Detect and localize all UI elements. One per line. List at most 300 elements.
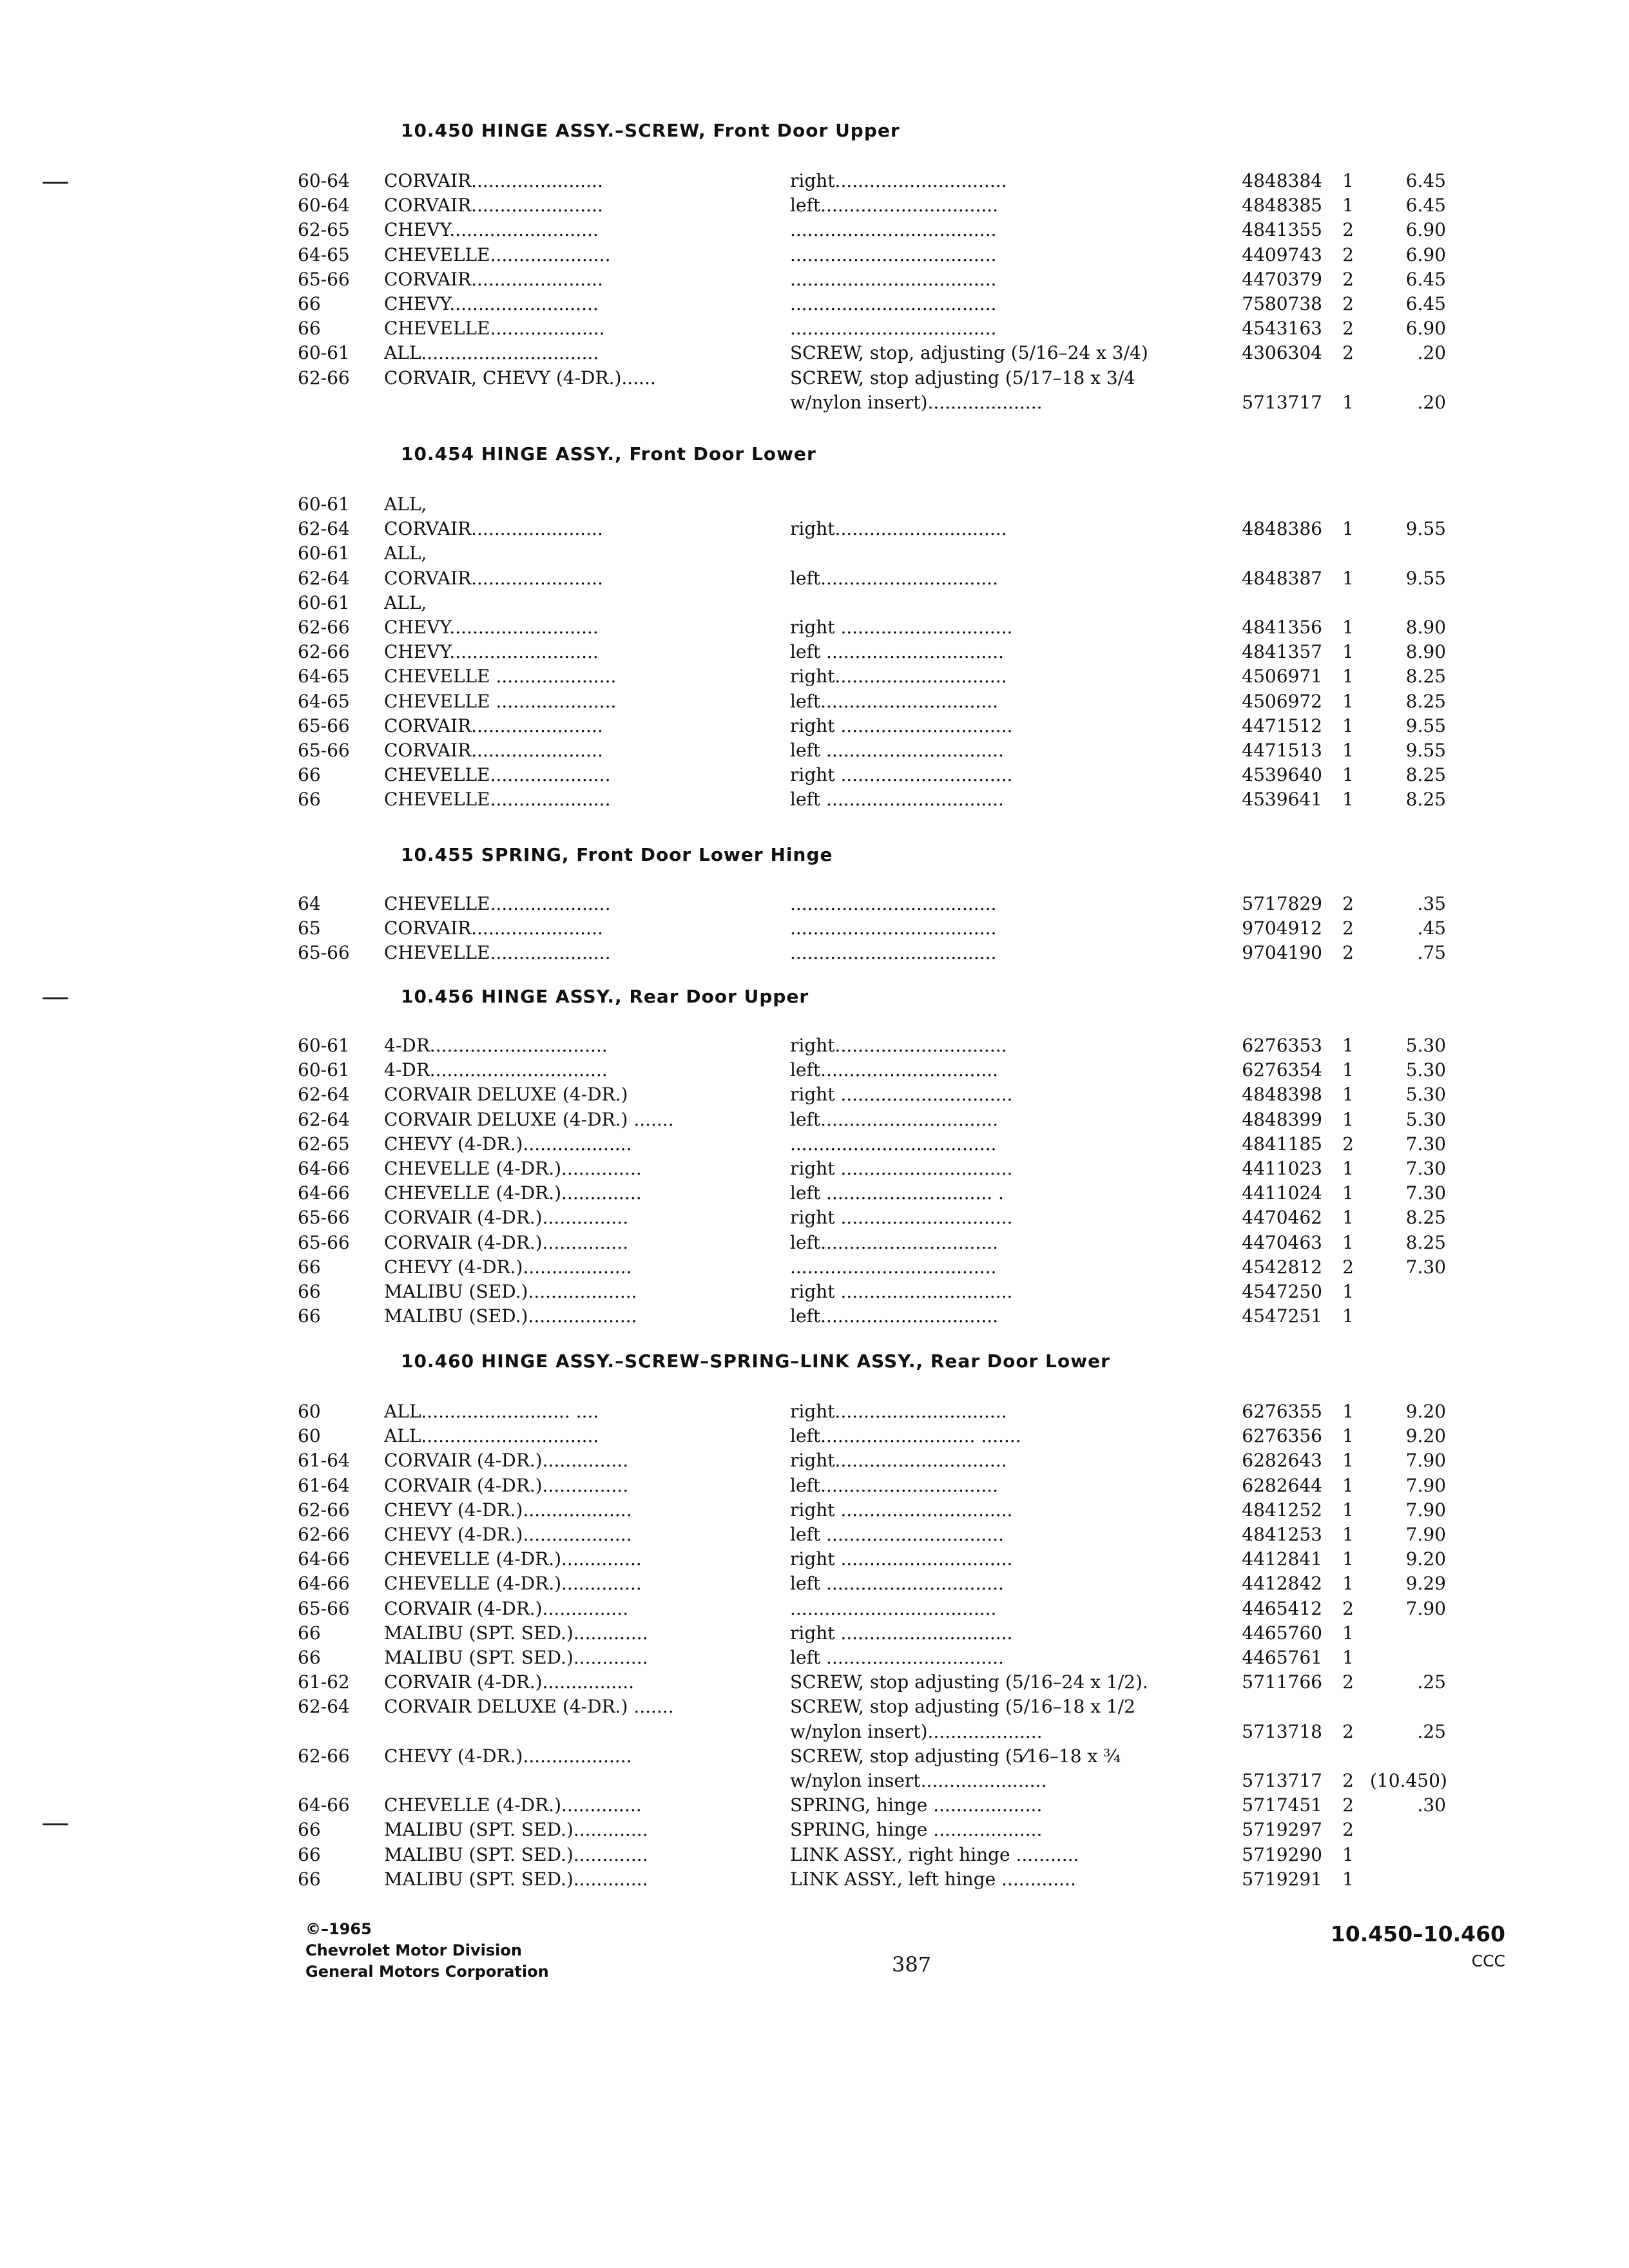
parts-row (0, 1304, 1629, 1329)
model-name: 4-DR............................... (384, 1059, 608, 1081)
part-description: .................................... (790, 942, 997, 963)
model-name: CHEVELLE (4-DR.).............. (384, 1158, 642, 1179)
parts-row (0, 763, 1629, 787)
part-number: 6276353 (1242, 1035, 1322, 1056)
list-price: 8.25 (1405, 789, 1446, 810)
model-year: 62-66 (298, 1524, 350, 1545)
parts-row (0, 341, 1629, 365)
quantity: 1 (1342, 1425, 1354, 1446)
part-description: .................................... (790, 219, 997, 240)
part-number: 5711766 (1242, 1671, 1322, 1693)
part-number: 4543163 (1242, 318, 1322, 339)
part-description: LINK ASSY., left hinge ............. (790, 1869, 1076, 1890)
part-description: right .............................. (790, 715, 1013, 736)
part-description: right .............................. (790, 1158, 1013, 1179)
part-number: 5719297 (1242, 1819, 1322, 1840)
parts-row (0, 1082, 1629, 1107)
list-price: 7.90 (1405, 1524, 1446, 1545)
list-price: 5.30 (1405, 1059, 1446, 1081)
model-year: 60 (298, 1401, 321, 1422)
quantity: 1 (1342, 1647, 1354, 1668)
corporation-name: General Motors Corporation (305, 1963, 549, 1981)
quantity: 1 (1342, 518, 1354, 539)
quantity: 1 (1342, 1182, 1354, 1204)
quantity: 2 (1342, 342, 1354, 363)
parts-row (0, 1720, 1629, 1744)
model-year: 65 (298, 918, 321, 939)
list-price: 6.45 (1405, 170, 1446, 191)
list-price: 6.90 (1405, 219, 1446, 240)
parts-row (0, 1867, 1629, 1892)
catalog-code: CCC (1471, 1952, 1505, 1970)
model-year: 64 (298, 893, 321, 914)
part-description: right .............................. (790, 617, 1013, 638)
quantity: 1 (1342, 1450, 1354, 1471)
list-price: .45 (1417, 918, 1446, 939)
list-price: 9.55 (1405, 568, 1446, 589)
part-description: left............................... (790, 1232, 999, 1253)
section-title: 10.455 SPRING, Front Door Lower Hinge (401, 844, 833, 865)
model-name: CORVAIR....................... (384, 269, 603, 290)
model-year: 62-66 (298, 1745, 350, 1767)
quantity: 1 (1342, 1232, 1354, 1253)
part-number: 4465412 (1242, 1598, 1322, 1619)
list-price: 6.45 (1405, 269, 1446, 290)
part-description: .................................... (790, 318, 997, 339)
part-number: 5713718 (1242, 1721, 1322, 1742)
model-year: 66 (298, 293, 321, 314)
quantity: 1 (1342, 1499, 1354, 1521)
model-name: CHEVY.......................... (384, 219, 599, 240)
model-name: CORVAIR....................... (384, 918, 603, 939)
part-description: SCREW, stop adjusting (5⁄16–18 x ¾ (790, 1745, 1121, 1767)
list-price: .20 (1417, 392, 1446, 413)
model-year: 62-64 (298, 1109, 350, 1130)
model-name: CORVAIR (4-DR.)............... (384, 1232, 629, 1253)
parts-row (0, 1670, 1629, 1695)
model-year: 65-66 (298, 1207, 350, 1228)
part-description: right.............................. (790, 1035, 1007, 1056)
model-name: CHEVY (4-DR.)................... (384, 1256, 632, 1278)
model-name: CORVAIR DELUXE (4-DR.) ....... (384, 1696, 674, 1717)
parts-row (0, 615, 1629, 640)
model-year: 62-64 (298, 1084, 350, 1105)
model-name: CORVAIR DELUXE (4-DR.) ....... (384, 1109, 674, 1130)
model-year: 65-66 (298, 942, 350, 963)
part-number: 4841355 (1242, 219, 1322, 240)
model-name: 4-DR............................... (384, 1035, 608, 1056)
list-price: 6.45 (1405, 293, 1446, 314)
part-description: right .............................. (790, 1084, 1013, 1105)
copyright-notice: ©–1965 (305, 1920, 372, 1938)
model-year: 60-61 (298, 1035, 350, 1056)
list-price: 9.20 (1405, 1548, 1446, 1570)
model-name: CORVAIR....................... (384, 195, 603, 216)
quantity: 1 (1342, 1059, 1354, 1081)
parts-row (0, 1597, 1629, 1621)
parts-row (0, 1448, 1629, 1473)
parts-row (0, 1255, 1629, 1280)
model-year: 62-64 (298, 518, 350, 539)
list-price: 7.90 (1405, 1499, 1446, 1521)
model-name: CHEVELLE (4-DR.).............. (384, 1182, 642, 1204)
model-year: 66 (298, 1305, 321, 1327)
model-name: CHEVELLE..................... (384, 764, 611, 785)
parts-row (0, 664, 1629, 689)
model-year: 65-66 (298, 740, 350, 761)
list-price: 9.20 (1405, 1425, 1446, 1446)
parts-row (0, 1843, 1629, 1867)
section-title: 10.454 HINGE ASSY., Front Door Lower (401, 443, 816, 465)
part-description: SPRING, hinge ................... (790, 1794, 1043, 1816)
part-number: 4547251 (1242, 1305, 1322, 1327)
part-description: right.............................. (790, 666, 1007, 687)
part-description: .................................... (790, 244, 997, 265)
part-number: 4848386 (1242, 518, 1322, 539)
quantity: 1 (1342, 1305, 1354, 1327)
list-price: 8.25 (1405, 666, 1446, 687)
part-description: left ............................... (790, 740, 1004, 761)
part-description: SCREW, stop adjusting (5/17–18 x 3/4 (790, 367, 1135, 389)
part-number: 7580738 (1242, 293, 1322, 314)
parts-row (0, 1793, 1629, 1818)
part-description: left............................... (790, 1305, 999, 1327)
quantity: 2 (1342, 1819, 1354, 1840)
model-name: MALIBU (SPT. SED.)............. (384, 1869, 648, 1890)
model-year: 66 (298, 1819, 321, 1840)
model-year: 65-66 (298, 715, 350, 736)
model-name: CHEVY (4-DR.)................... (384, 1524, 632, 1545)
parts-row (0, 1571, 1629, 1596)
model-year: 66 (298, 1281, 321, 1302)
model-year: 61-64 (298, 1450, 350, 1471)
part-description: .................................... (790, 918, 997, 939)
parts-row (0, 193, 1629, 218)
part-number: 4848385 (1242, 195, 1322, 216)
model-year: 66 (298, 1869, 321, 1890)
part-number: 4412842 (1242, 1573, 1322, 1594)
part-description: left............................... (790, 1109, 999, 1130)
part-number: 4411024 (1242, 1182, 1322, 1204)
model-year: 60-61 (298, 543, 350, 564)
model-year: 61-62 (298, 1671, 350, 1693)
parts-row (0, 1033, 1629, 1058)
part-number: 5713717 (1242, 392, 1322, 413)
model-name: CORVAIR, CHEVY (4-DR.)...... (384, 367, 656, 389)
quantity: 2 (1342, 293, 1354, 314)
list-price: 7.90 (1405, 1475, 1446, 1496)
model-name: CHEVELLE (4-DR.).............. (384, 1794, 642, 1816)
part-description: left ............................... (790, 1647, 1004, 1668)
model-name: CHEVELLE..................... (384, 789, 611, 810)
part-description: left ............................... (790, 789, 1004, 810)
parts-row (0, 1108, 1629, 1132)
part-number: 4539641 (1242, 789, 1322, 810)
list-price: 6.90 (1405, 244, 1446, 265)
parts-row (0, 1498, 1629, 1523)
model-name: CORVAIR DELUXE (4-DR.) (384, 1084, 628, 1105)
part-description: left............................... (790, 1059, 999, 1081)
parts-row (0, 689, 1629, 714)
model-year: 62-64 (298, 1696, 350, 1717)
list-price: 9.29 (1405, 1573, 1446, 1594)
model-name: CHEVY (4-DR.)................... (384, 1133, 632, 1155)
parts-row (0, 390, 1629, 415)
part-number: 9704190 (1242, 942, 1322, 963)
part-description: SCREW, stop adjusting (5/16–18 x 1/2 (790, 1696, 1135, 1717)
quantity: 2 (1342, 219, 1354, 240)
parts-row (0, 1646, 1629, 1670)
list-price: 7.90 (1405, 1598, 1446, 1619)
quantity: 1 (1342, 1084, 1354, 1105)
list-price: .25 (1417, 1671, 1446, 1693)
parts-row (0, 1280, 1629, 1304)
model-name: ALL, (384, 543, 427, 564)
model-name: CHEVELLE.................... (384, 318, 605, 339)
part-description: right.............................. (790, 170, 1007, 191)
part-number: 4841252 (1242, 1499, 1322, 1521)
list-price: 9.55 (1405, 715, 1446, 736)
publisher-block (305, 1919, 549, 1983)
parts-row (0, 541, 1629, 566)
part-description: .................................... (790, 1256, 997, 1278)
list-price: .30 (1417, 1794, 1446, 1816)
model-name: ALL.......................... .... (384, 1401, 599, 1422)
model-name: CORVAIR....................... (384, 568, 603, 589)
model-year: 66 (298, 1647, 321, 1668)
model-year: 64-65 (298, 691, 350, 712)
parts-row (0, 714, 1629, 738)
parts-row (0, 1474, 1629, 1498)
model-year: 62-65 (298, 219, 350, 240)
part-description: right.............................. (790, 1401, 1007, 1422)
quantity: 2 (1342, 1794, 1354, 1816)
model-year: 60-64 (298, 195, 350, 216)
model-name: CORVAIR....................... (384, 715, 603, 736)
part-description: w/nylon insert...................... (790, 1770, 1047, 1791)
section-title: 10.456 HINGE ASSY., Rear Door Upper (401, 986, 809, 1007)
model-name: ALL, (384, 494, 427, 515)
part-description: left ............................... (790, 1524, 1004, 1545)
part-description: right.............................. (790, 1450, 1007, 1471)
part-number: 6276355 (1242, 1401, 1322, 1422)
part-description: left ............................... (790, 641, 1004, 662)
parts-row (0, 492, 1629, 517)
quantity: 1 (1342, 1281, 1354, 1302)
part-description: left............................... (790, 1475, 999, 1496)
part-number: 9704912 (1242, 918, 1322, 939)
quantity: 2 (1342, 244, 1354, 265)
part-description: right .............................. (790, 1207, 1013, 1228)
parts-row (0, 1744, 1629, 1769)
quantity: 2 (1342, 893, 1354, 914)
part-description: right .............................. (790, 1548, 1013, 1570)
quantity: 1 (1342, 1573, 1354, 1594)
list-price: (10.450) (1370, 1770, 1447, 1791)
part-description: .................................... (790, 1133, 997, 1155)
model-name: ALL, (384, 592, 427, 613)
model-year: 60-61 (298, 1059, 350, 1081)
quantity: 1 (1342, 1035, 1354, 1056)
part-number: 5713717 (1242, 1770, 1322, 1791)
model-year: 64-66 (298, 1573, 350, 1594)
list-price: 8.90 (1405, 641, 1446, 662)
model-year: 62-66 (298, 367, 350, 389)
parts-row (0, 916, 1629, 941)
list-price: 6.45 (1405, 195, 1446, 216)
model-year: 62-66 (298, 641, 350, 662)
margin-mark-middle (43, 997, 68, 999)
model-name: CORVAIR (4-DR.)............... (384, 1475, 629, 1496)
parts-row (0, 292, 1629, 316)
model-name: CORVAIR....................... (384, 170, 603, 191)
quantity: 1 (1342, 1401, 1354, 1422)
model-name: CHEVY.......................... (384, 293, 599, 314)
model-name: CHEVELLE..................... (384, 244, 611, 265)
list-price: 6.90 (1405, 318, 1446, 339)
list-price: 7.30 (1405, 1133, 1446, 1155)
list-price: 7.30 (1405, 1158, 1446, 1179)
model-name: ALL............................... (384, 342, 599, 363)
list-price: 5.30 (1405, 1035, 1446, 1056)
quantity: 1 (1342, 1158, 1354, 1179)
quantity: 1 (1342, 1869, 1354, 1890)
reference-block (1312, 1920, 1505, 1974)
division-name: Chevrolet Motor Division (305, 1941, 522, 1959)
parts-row (0, 218, 1629, 242)
list-price: 9.55 (1405, 518, 1446, 539)
list-price: .20 (1417, 342, 1446, 363)
list-price: .25 (1417, 1721, 1446, 1742)
parts-row (0, 1818, 1629, 1842)
parts-row (0, 1621, 1629, 1646)
model-name: CORVAIR (4-DR.)............... (384, 1598, 629, 1619)
page-number: 387 (892, 1952, 932, 1977)
list-price: .75 (1417, 942, 1446, 963)
quantity: 1 (1342, 789, 1354, 810)
list-price: 5.30 (1405, 1084, 1446, 1105)
model-name: CHEVY.......................... (384, 617, 599, 638)
quantity: 1 (1342, 740, 1354, 761)
part-number: 4470379 (1242, 269, 1322, 290)
model-year: 64-66 (298, 1158, 350, 1179)
part-description: .................................... (790, 893, 997, 914)
model-name: CORVAIR (4-DR.)............... (384, 1207, 629, 1228)
parts-row (0, 1157, 1629, 1181)
parts-row (0, 1181, 1629, 1206)
part-number: 5717451 (1242, 1794, 1322, 1816)
quantity: 1 (1342, 1109, 1354, 1130)
parts-row (0, 243, 1629, 267)
model-year: 64-66 (298, 1794, 350, 1816)
parts-row (0, 640, 1629, 664)
model-name: MALIBU (SED.)................... (384, 1305, 637, 1327)
part-number: 5719291 (1242, 1869, 1322, 1890)
part-number: 4412841 (1242, 1548, 1322, 1570)
model-year: 66 (298, 789, 321, 810)
list-price: 8.25 (1405, 691, 1446, 712)
list-price: 7.90 (1405, 1450, 1446, 1471)
part-number: 6276354 (1242, 1059, 1322, 1081)
quantity: 1 (1342, 764, 1354, 785)
part-number: 6276356 (1242, 1425, 1322, 1446)
quantity: 1 (1342, 1207, 1354, 1228)
part-number: 4411023 (1242, 1158, 1322, 1179)
quantity: 1 (1342, 568, 1354, 589)
part-number: 4542812 (1242, 1256, 1322, 1278)
model-name: CORVAIR....................... (384, 518, 603, 539)
part-number: 4409743 (1242, 244, 1322, 265)
part-description: left ............................. . (790, 1182, 1004, 1204)
model-year: 66 (298, 764, 321, 785)
parts-row (0, 738, 1629, 763)
part-description: .................................... (790, 269, 997, 290)
parts-row (0, 1547, 1629, 1571)
part-description: SCREW, stop, adjusting (5/16–24 x 3/4) (790, 342, 1148, 363)
part-description: left............................... (790, 691, 999, 712)
quantity: 1 (1342, 195, 1354, 216)
list-price: 8.90 (1405, 617, 1446, 638)
part-description: right .............................. (790, 1499, 1013, 1521)
part-description: SPRING, hinge ................... (790, 1819, 1043, 1840)
part-description: LINK ASSY., right hinge ........... (790, 1844, 1079, 1865)
quantity: 2 (1342, 1598, 1354, 1619)
quantity: 2 (1342, 318, 1354, 339)
parts-row (0, 517, 1629, 541)
part-number: 4506971 (1242, 666, 1322, 687)
parts-row (0, 316, 1629, 341)
model-name: MALIBU (SPT. SED.)............. (384, 1844, 648, 1865)
model-name: CHEVY (4-DR.)................... (384, 1499, 632, 1521)
list-price: 7.30 (1405, 1182, 1446, 1204)
list-price: .35 (1417, 893, 1446, 914)
part-description: right .............................. (790, 1622, 1013, 1644)
part-number: 4848387 (1242, 568, 1322, 589)
part-number: 4841185 (1242, 1133, 1322, 1155)
part-description: right.............................. (790, 518, 1007, 539)
model-year: 60 (298, 1425, 321, 1446)
model-year: 60-61 (298, 494, 350, 515)
list-price: 9.55 (1405, 740, 1446, 761)
part-description: left............................... (790, 195, 999, 216)
part-number: 4848398 (1242, 1084, 1322, 1105)
quantity: 1 (1342, 691, 1354, 712)
part-number: 4465761 (1242, 1647, 1322, 1668)
model-year: 66 (298, 318, 321, 339)
model-year: 65-66 (298, 269, 350, 290)
part-number: 6282644 (1242, 1475, 1322, 1496)
model-year: 66 (298, 1256, 321, 1278)
quantity: 2 (1342, 1256, 1354, 1278)
model-year: 64-65 (298, 244, 350, 265)
model-name: CHEVELLE ..................... (384, 691, 617, 712)
parts-row (0, 1206, 1629, 1230)
parts-row (0, 1132, 1629, 1157)
parts-row (0, 1058, 1629, 1082)
part-number: 4471513 (1242, 740, 1322, 761)
model-name: CHEVELLE..................... (384, 942, 611, 963)
model-year: 62-65 (298, 1133, 350, 1155)
part-number: 4506972 (1242, 691, 1322, 712)
quantity: 1 (1342, 1475, 1354, 1496)
model-name: CHEVY (4-DR.)................... (384, 1745, 632, 1767)
part-number: 4848399 (1242, 1109, 1322, 1130)
parts-row (0, 1424, 1629, 1448)
reference-range: 10.450–10.460 (1330, 1921, 1505, 1946)
quantity: 2 (1342, 1770, 1354, 1791)
quantity: 2 (1342, 269, 1354, 290)
part-number: 4306304 (1242, 342, 1322, 363)
